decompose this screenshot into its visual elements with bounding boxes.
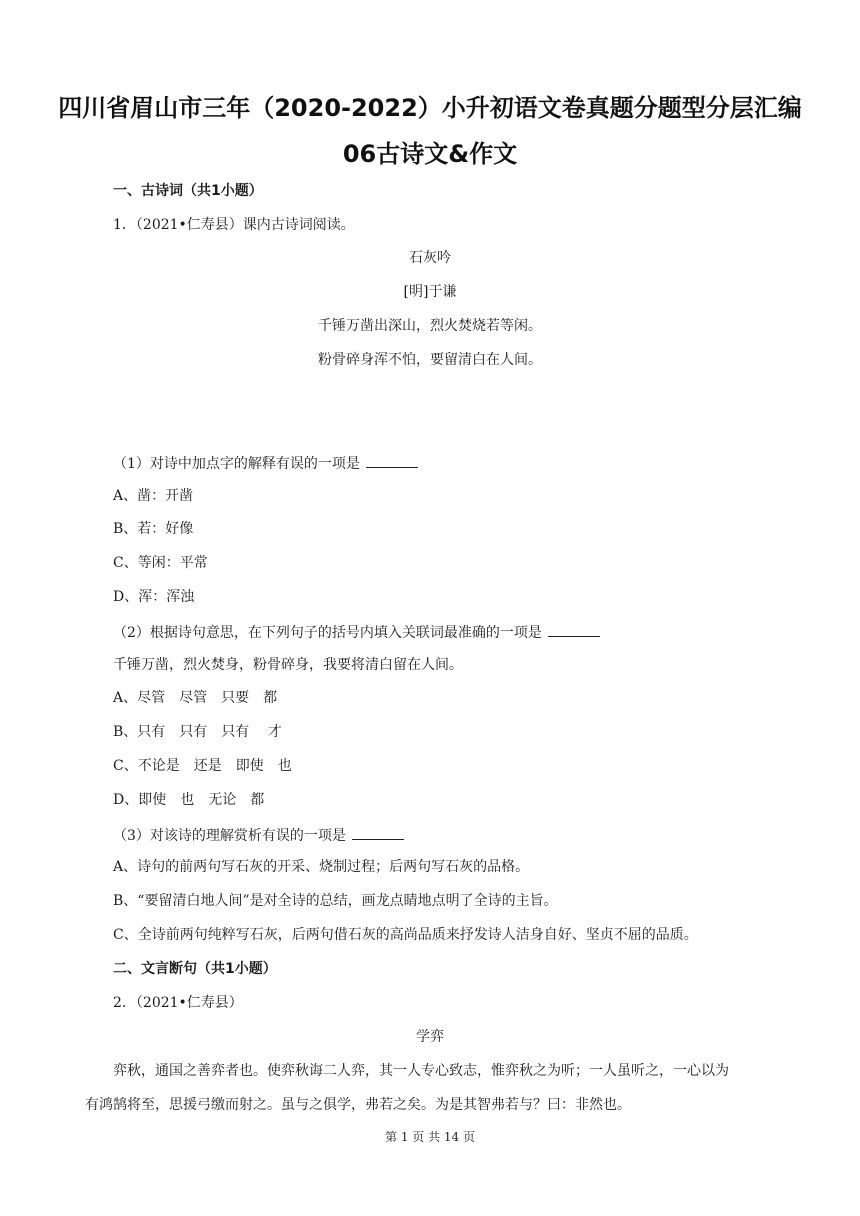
poem-author: [明]于谦 (403, 284, 457, 300)
sub-question-2 (113, 622, 600, 642)
option-2d: D、即使 也 无论 都 (113, 792, 265, 808)
answer-blank (366, 453, 418, 468)
page-footer: 第 1 页 共 14 页 (385, 1130, 475, 1144)
answer-blank (548, 622, 600, 637)
option-2a: A、尽管 尽管 只要 都 (113, 690, 278, 706)
answer-blank (352, 825, 404, 840)
option-2c: C、不论是 还是 即使 也 (113, 758, 292, 774)
sub-question-3-prompt: （3）对该诗的理解赏析有误的一项是 (113, 828, 346, 844)
document-title-line2: 06古诗文&作文 (342, 140, 518, 168)
passage-title: 学弈 (416, 1029, 444, 1045)
option-1d: D、浑：浑浊 (113, 589, 195, 605)
sub-question-3 (113, 825, 404, 845)
poem-line-2: 粉骨碎身浑不怕，要留清白在人间。 (318, 352, 542, 368)
option-1b: B、若：好像 (113, 521, 194, 537)
sub-question-2-prompt: （2）根据诗句意思，在下列句子的括号内填入关联词最准确的一项是 (113, 625, 542, 641)
document-title-line1: 四川省眉山市三年（2020-2022）小升初语文卷真题分题型分层汇编 (58, 94, 802, 122)
section-heading-poetry: 一、古诗词（共1小题） (113, 183, 263, 199)
sub-question-2-sentence: 千锤万凿，烈火焚身，粉骨碎身，我要将清白留在人间。 (113, 657, 463, 673)
option-1c: C、等闲：平常 (113, 555, 208, 571)
section-heading-classical: 二、文言断句（共1小题） (113, 961, 277, 977)
sub-question-1-prompt: （1）对诗中加点字的解释有误的一项是 (113, 456, 360, 472)
option-3c: C、全诗前两句纯粹写石灰，后两句借石灰的高尚品质来抒发诗人洁身自好、坚贞不屈的品质。 (113, 927, 698, 943)
poem-line-1: 千锤万凿出深山，烈火焚烧若等闲。 (318, 318, 542, 334)
question-1-stem: 1．（2021•仁寿县）课内古诗词阅读。 (113, 217, 355, 233)
option-3b: B、“要留清白地人间”是对全诗的总结，画龙点睛地点明了全诗的主旨。 (113, 893, 558, 909)
question-2-stem: 2．（2021•仁寿县） (113, 995, 243, 1011)
option-1a: A、凿：开凿 (113, 488, 194, 504)
passage-line-2: 有鸿鹄将至，思援弓缴而射之。虽与之俱学，弗若之矣。为是其智弗若与？曰：非然也。 (85, 1097, 631, 1113)
passage-line-1: 弈秋，通国之善弈者也。使弈秋诲二人弈，其一人专心致志，惟弈秋之为听；一人虽听之，一心以为 (113, 1063, 729, 1079)
poem-title: 石灰吟 (409, 250, 451, 266)
option-3a: A、诗句的前两句写石灰的开采、烧制过程；后两句写石灰的品格。 (113, 859, 530, 875)
sub-question-1 (113, 453, 418, 473)
option-2b: B、只有 只有 只有 才 (113, 724, 282, 740)
